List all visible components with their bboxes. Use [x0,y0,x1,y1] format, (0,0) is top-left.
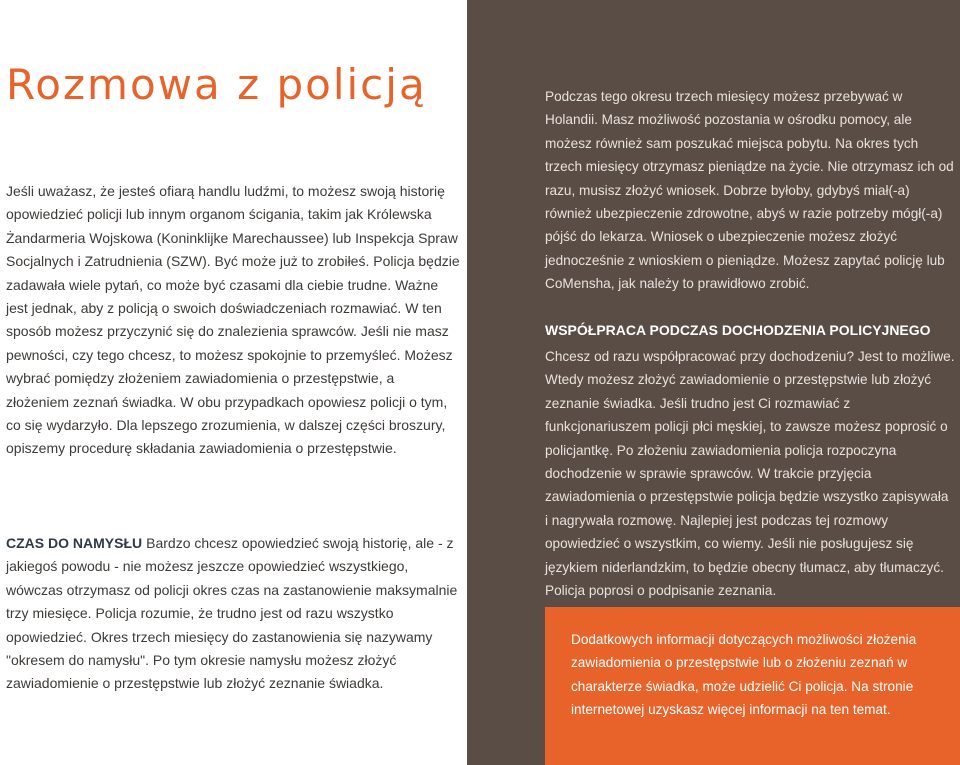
reflection-heading: CZAS DO NAMYSŁU [6,535,143,551]
reflection-text: Bardzo chcesz opowiedzieć swoją historię, ale - z jakiegoś powodu - nie możesz jeszcze opowiedzieć wszystkiego, wówczas otrzymasz od policji okres czas na zastanowienie maksymalnie trzy miesięce. Policja rozumie, że trudno jest od razu wszystko opowiedzieć. Okres trzech miesięcy do zastanowienia się nazywamy "okresem do namysłu". Po tym okresie namysłu możesz złożyć zawiadomienie o przestępstwie lub złożyć zeznanie świadka. [6,535,458,692]
reflection-paragraph [6,532,461,696]
page-title: Rozmowa z policją [6,60,427,109]
intro-paragraph: Jeśli uważasz, że jesteś ofiarą handlu ludźmi, to możesz swoją historię opowiedzieć policji lub innym organom ścigania, takim jak Królewska Żandarmeria Wojskowa (Koninklijke Marechaussee) lub Inspekcja Spraw Socjalnych i Zatrudnienia (SZW). Być może już to zrobiłeś. Policja będzie zadawała wiele pytań, co może być czasami dla ciebie trudne. Ważne jest jednak, aby z policją o swoich doświadczeniach rozmawiać. W ten sposób możesz przyczynić się do znalezienia sprawców. Jeśli nie masz pewności, czy tego chcesz, to możesz spokojnie to przemyśleć. Możesz wybrać pomiędzy złożeniem zawiadomienia o przestępstwie, a złożeniem zeznań świadka. W obu przypadkach opowiesz policji o tym, co się wydarzyło. Dla lepszego zrozumienia, w dalszej części broszury, opiszemy procedurę składania zawiadomienia o przestępstwie. [6,183,460,457]
info-box-text: Dodatkowych informacji dotyczących możliwości złożenia zawiadomienia o przestępstwie lub o złożeniu zeznań w charakterze świadka, może udzielić Ci policja. Na stronie internetowej uzyskasz więcej informacji na ten temat. [571,632,917,718]
right-intro-paragraph: Podczas tego okresu trzech miesięcy możesz przebywać w Holandii. Masz możliwość pozostania w ośrodku pomocy, ale możesz również sam poszukać miejsca pobytu. Na okres tych trzech miesięcy otrzymasz pieniądze na życie. Nie otrzymasz ich od razu, musisz złożyć wniosek. Dobrze byłoby, gdybyś miał(-a) również ubezpieczenie zdrowotne, abyś w razie potrzeby mógł(-a) pójść do lekarza. Wniosek o ubezpieczenie możesz złożyć jednocześnie z wnioskiem o pieniądze. Możesz zapytać policję lub CoMensha, jak należy to prawidłowo zrobić. [545,89,954,292]
cooperation-paragraph: Chcesz od razu współpracować przy dochodzeniu? Jest to możliwe. Wtedy możesz złożyć zawiadomienie o przestępstwie lub złożyć zeznanie świadka. Jeśli trudno jest Ci rozmawiać z funkcjonariuszem policji płci męskiej, to zawsze możesz poprosić o policjantkę. Po złożeniu zawiadomienia policja rozpoczyna dochodzenie w sprawie sprawców. W trakcie przyjęcia zawiadomienia o przestępstwie policja będzie wszystko zapisywała i nagrywała rozmowę. Najlepiej jest podczas tej rozmowy opowiedzieć o wszystkim, co wiemy. Jeśli nie posługujesz się językiem niderlandzkim, to będzie obecny tłumacz, aby tłumaczyć. Policja poprosi o podpisanie zeznania. [545,349,955,599]
left-column [0,0,467,765]
cooperation-heading: WSPÓŁPRACA PODCZAS DOCHODZENIA POLICYJNEGO [545,322,931,338]
info-box [545,607,960,765]
